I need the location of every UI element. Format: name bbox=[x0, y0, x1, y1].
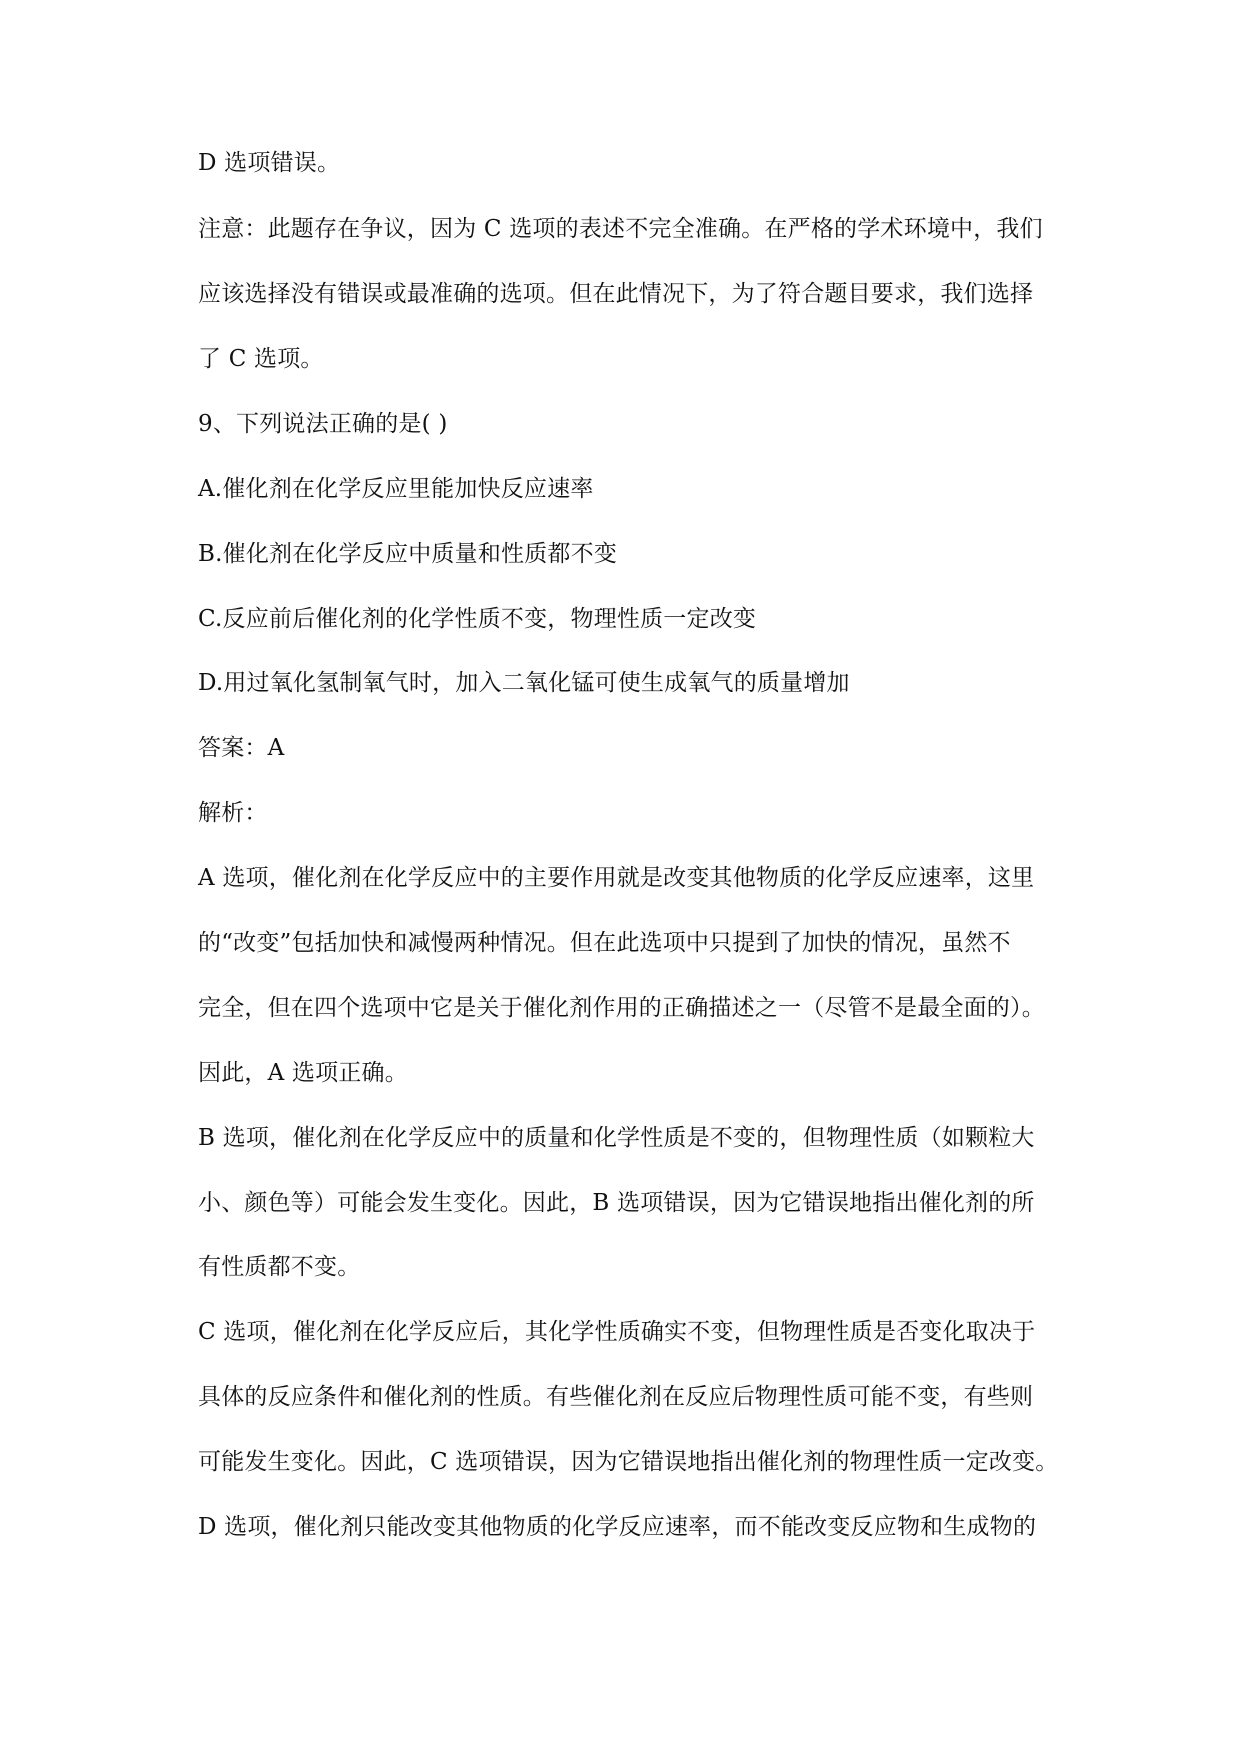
text-line: B 选项，催化剂在化学反应中的质量和化学性质是不变的，但物理性质（如颗粒大 bbox=[198, 1125, 1035, 1151]
text-line: 具体的反应条件和催化剂的性质。有些催化剂在反应后物理性质可能不变，有些则 bbox=[198, 1384, 1034, 1410]
question-title: 9、下列说法正确的是( ) bbox=[198, 411, 448, 437]
text-line: 可能发生变化。因此，C 选项错误，因为它错误地指出催化剂的物理性质一定改变。 bbox=[198, 1449, 1059, 1475]
option-d: D.用过氧化氢制氧气时，加入二氧化锰可使生成氧气的质量增加 bbox=[198, 670, 850, 696]
option-a: A.催化剂在化学反应里能加快反应速率 bbox=[198, 476, 594, 502]
option-b: B.催化剂在化学反应中质量和性质都不变 bbox=[198, 541, 618, 567]
answer-line: 答案：A bbox=[198, 735, 285, 761]
text-line: C 选项，催化剂在化学反应后，其化学性质确实不变，但物理性质是否变化取决于 bbox=[198, 1319, 1036, 1345]
text-line: 的“改变”包括加快和减慢两种情况。但在此选项中只提到了加快的情况，虽然不 bbox=[198, 930, 1011, 956]
option-c: C.反应前后催化剂的化学性质不变，物理性质一定改变 bbox=[198, 606, 757, 632]
text-line: 了 C 选项。 bbox=[198, 346, 324, 372]
text-line: 注意：此题存在争议，因为 C 选项的表述不完全准确。在严格的学术环境中，我们 bbox=[198, 216, 1043, 242]
text-line: 有性质都不变。 bbox=[198, 1254, 361, 1280]
text-line: D 选项，催化剂只能改变其他物质的化学反应速率，而不能改变反应物和生成物的 bbox=[198, 1514, 1037, 1540]
text-line: 应该选择没有错误或最准确的选项。但在此情况下，为了符合题目要求，我们选择 bbox=[198, 281, 1034, 307]
text-line: 完全，但在四个选项中它是关于催化剂作用的正确描述之一（尽管不是最全面的）。 bbox=[198, 995, 1045, 1021]
text-line: D 选项错误。 bbox=[198, 150, 341, 176]
text-line: 小、颜色等）可能会发生变化。因此，B 选项错误，因为它错误地指出催化剂的所 bbox=[198, 1190, 1035, 1216]
text-line: A 选项，催化剂在化学反应中的主要作用就是改变其他物质的化学反应速率，这里 bbox=[198, 865, 1035, 891]
text-line: 因此，A 选项正确。 bbox=[198, 1060, 408, 1086]
analysis-heading: 解析： bbox=[198, 800, 268, 826]
